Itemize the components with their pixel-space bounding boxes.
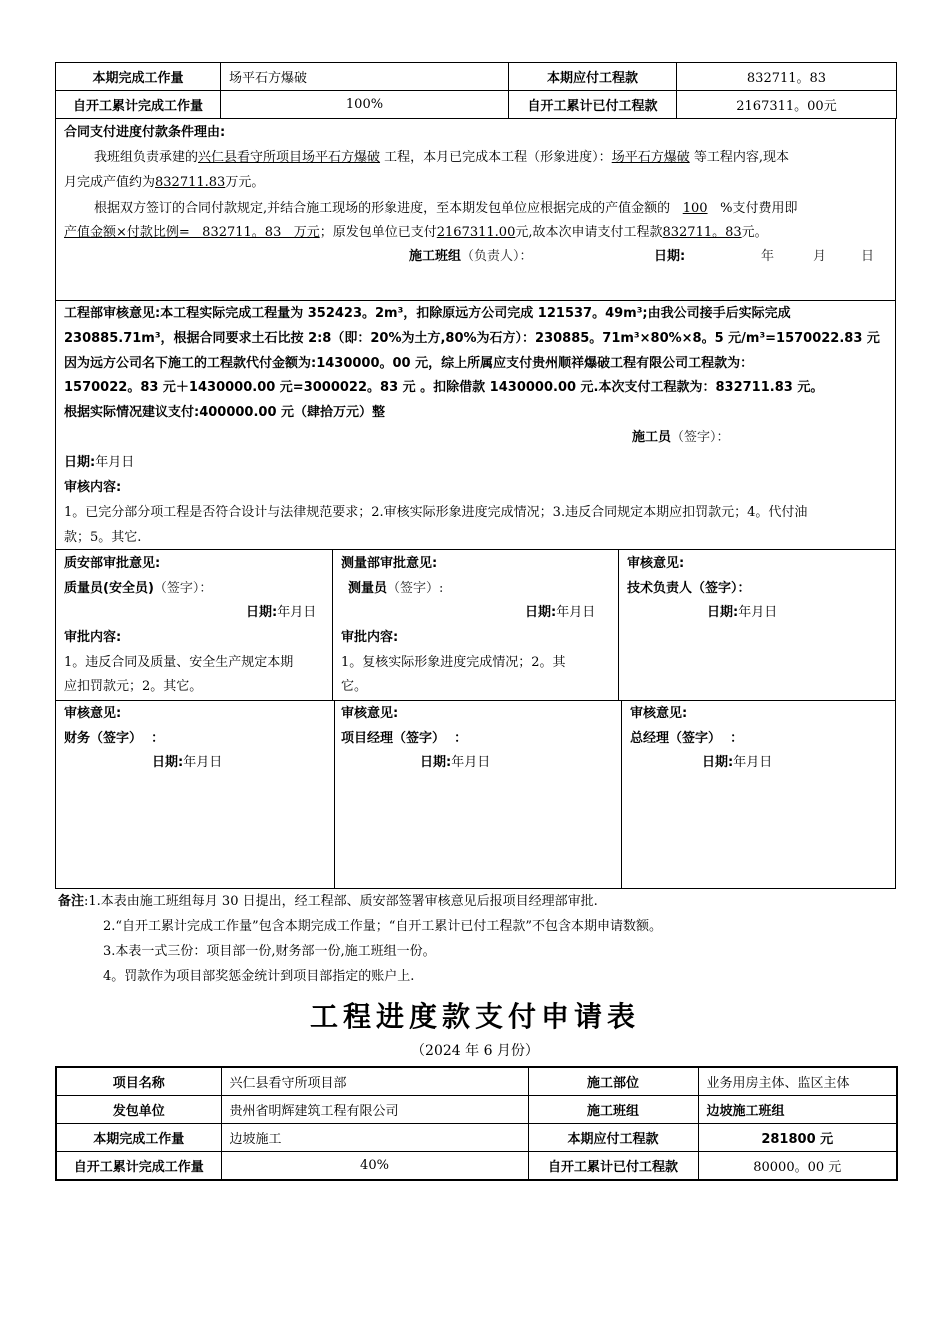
constructor-signature: 施工员（签字）： <box>632 430 730 445</box>
current-work-value: 场平石方爆破 <box>221 63 509 91</box>
engineering-opinion-line-4: 1570022。83 元＋1430000.00 元=3000022。83 元 。扣除借款 1430000.00 元.本次支付工程款为：832711.83 元。 <box>64 380 824 395</box>
payment-percent: 100 <box>682 201 708 216</box>
qa-title: 质安部审批意见: <box>64 556 161 571</box>
review-content-line-1: 1。已完分部分项工程是否符合设计与法律规范要求；2.审核实际形象进度完成情况；3.违反合同规定本期应扣罚款元；4。代付油 <box>64 505 808 520</box>
contract-paragraph-2: 根据双方签订的合同付款规定,并结合施工现场的形象进度，至本期发包单位应根据完成的产值金额的 100 %支付费用即 <box>94 201 798 216</box>
survey-signer: 测量员（签字）: <box>348 581 444 596</box>
current-payable-label: 本期应付工程款 <box>509 63 677 91</box>
cumulative-work-value: 100% <box>221 91 509 119</box>
gm-date: 日期:年月日 <box>702 755 773 770</box>
contract-paragraph-2-cont: 产值金额×付款比例= 832711。83 万元；原发包单位已支付2167311.00元,故本次申请支付工程款832711。83元。 <box>64 225 768 240</box>
tech-title: 审核意见: <box>627 556 685 571</box>
qa-content-heading: 审批内容: <box>64 630 122 645</box>
date-day: 日 <box>861 249 875 264</box>
cumulative-paid-value: 2167311。00元 <box>677 91 897 119</box>
contract-paragraph-1: 我班组负责承建的兴仁县看守所项目场平石方爆破 工程，本月已完成本工程（形象进度）：场平石方爆破 等工程内容,现本 <box>94 150 789 165</box>
table-row <box>56 1152 897 1181</box>
survey-content-line-1: 1。复核实际形象进度完成情况；2。其 <box>341 655 566 670</box>
survey-date: 日期:年月日 <box>525 605 596 620</box>
qa-content-line-2: 应扣罚款元；2。其它。 <box>64 679 203 694</box>
engineering-opinion-line-3: 因为远方公司名下施工的工程款代付金额为:1430000。00 元，综上所属应支付贵州顺祥爆破工程有限公司工程款为： <box>64 356 754 371</box>
notes-line-4: 4。罚款作为项目部奖惩金统计到项目部指定的账户上. <box>103 969 415 984</box>
table-row <box>56 1096 897 1124</box>
tech-signer: 技术负责人（签字）： <box>627 581 751 596</box>
form-subtitle: （2024 年 6 月份） <box>411 1043 539 1059</box>
team-date-label: 日期: <box>654 249 686 264</box>
qa-date: 日期:年月日 <box>246 605 317 620</box>
gm-title: 审核意见: <box>630 706 688 721</box>
period-work-label: 本期完成工作量 <box>56 1124 221 1152</box>
finance-title: 审核意见: <box>64 706 122 721</box>
current-work-label: 本期完成工作量 <box>56 63 221 91</box>
qa-approval-cell <box>55 549 333 701</box>
notes-line-1: 备注:1.本表由施工班组每月 30 日提出，经工程部、质安部签署审核意见后报项目经理部审批. <box>58 894 598 909</box>
contractor-label: 发包单位 <box>56 1096 221 1124</box>
total-work-label: 自开工累计完成工作量 <box>56 1152 221 1181</box>
contract-reason-section <box>55 118 896 301</box>
tech-date: 日期:年月日 <box>707 605 778 620</box>
already-paid: 2167311.00 <box>436 225 516 240</box>
engineering-review-section <box>55 300 896 550</box>
gm-signer: 总经理（签字） ： <box>630 731 744 746</box>
contract-paragraph-1-cont: 月完成产值约为832711.83万元。 <box>64 175 265 190</box>
engineering-opinion-line-5: 根据实际情况建议支付:400000.00 元（肆拾万元）整 <box>64 405 386 420</box>
period-work-value: 边坡施工 <box>221 1124 528 1152</box>
period-payable-label: 本期应付工程款 <box>528 1124 698 1152</box>
cumulative-work-label: 自开工累计完成工作量 <box>56 91 221 119</box>
form-title: 工程进度款支付申请表 <box>309 1000 640 1033</box>
pm-date: 日期:年月日 <box>420 755 491 770</box>
contract-reason-heading: 合同支付进度付款条件理由: <box>64 125 226 140</box>
total-paid-value: 80000。00 元 <box>698 1152 897 1181</box>
project-name: 兴仁县看守所项目场平石方爆破 <box>198 150 381 165</box>
review-content-heading: 审核内容: <box>64 480 122 495</box>
table-row <box>56 1067 897 1096</box>
project-name-label: 项目名称 <box>56 1067 221 1096</box>
qa-content-line-1: 1。违反合同及质量、安全生产规定本期 <box>64 655 294 670</box>
survey-content-line-2: 它。 <box>341 679 368 694</box>
engineering-date: 日期:年月日 <box>64 455 135 470</box>
table-row <box>56 91 897 119</box>
construction-part-value: 业务用房主体、监区主体 <box>698 1067 897 1096</box>
period-payable-value: 281800 元 <box>698 1124 897 1152</box>
survey-content-heading: 审批内容: <box>341 630 399 645</box>
approvals-row-2 <box>55 700 896 889</box>
engineering-opinion-line-2: 230885.71m³，根据合同要求土石比按 2:8（即：20%为土方,80%为石方）：230885。71m³×80%×8。5 元/m³=1570022.83 元 <box>64 331 880 346</box>
construction-part-label: 施工部位 <box>528 1067 698 1096</box>
divider <box>621 701 622 889</box>
top-summary-table <box>55 62 897 119</box>
total-paid-label: 自开工累计已付工程款 <box>528 1152 698 1181</box>
progress-item: 场平石方爆破 <box>611 150 690 165</box>
team-signature: 施工班组（负责人）： <box>409 249 533 264</box>
current-payable-value: 832711。83 <box>677 63 897 91</box>
divider <box>334 701 335 889</box>
engineering-opinion-line-1: 工程部审核意见:本工程实际完成工程量为 352423。2m³，扣除原远方公司完成 121537。49m³;由我公司接手后实际完成 <box>64 306 791 321</box>
application-table <box>55 1066 898 1181</box>
team-label: 施工班组 <box>528 1096 698 1124</box>
finance-signer: 财务（签字） ： <box>64 731 165 746</box>
date-month: 月 <box>813 249 827 264</box>
qa-signer: 质量员(安全员)（签字）： <box>64 581 213 596</box>
finance-date: 日期:年月日 <box>152 755 223 770</box>
review-content-line-2: 款；5。其它. <box>64 530 142 545</box>
contractor-value: 贵州省明辉建筑工程有限公司 <box>221 1096 528 1124</box>
total-work-value: 40% <box>221 1152 528 1181</box>
survey-approval-cell <box>332 549 619 701</box>
pm-signer: 项目经理（签字） ： <box>341 731 468 746</box>
date-year: 年 <box>761 249 775 264</box>
tech-approval-cell <box>618 549 896 701</box>
apply-amount: 832711。83 <box>662 225 742 240</box>
table-row <box>56 1124 897 1152</box>
cumulative-paid-label: 自开工累计已付工程款 <box>509 91 677 119</box>
notes-line-2: 2.“自开工累计完成工作量”包含本期完成工作量；“自开工累计已付工程款”不包含本期申请数额。 <box>103 919 662 934</box>
payment-formula: 产值金额×付款比例= 832711。83 万元 <box>64 225 320 240</box>
survey-title: 测量部审批意见: <box>341 556 438 571</box>
notes-line-3: 3.本表一式三份：项目部一份,财务部一份,施工班组一份。 <box>103 944 436 959</box>
table-row <box>56 63 897 91</box>
team-value: 边坡施工班组 <box>698 1096 897 1124</box>
output-amount: 832711.83 <box>155 175 226 190</box>
pm-title: 审核意见: <box>341 706 399 721</box>
project-name-value: 兴仁县看守所项目部 <box>221 1067 528 1096</box>
